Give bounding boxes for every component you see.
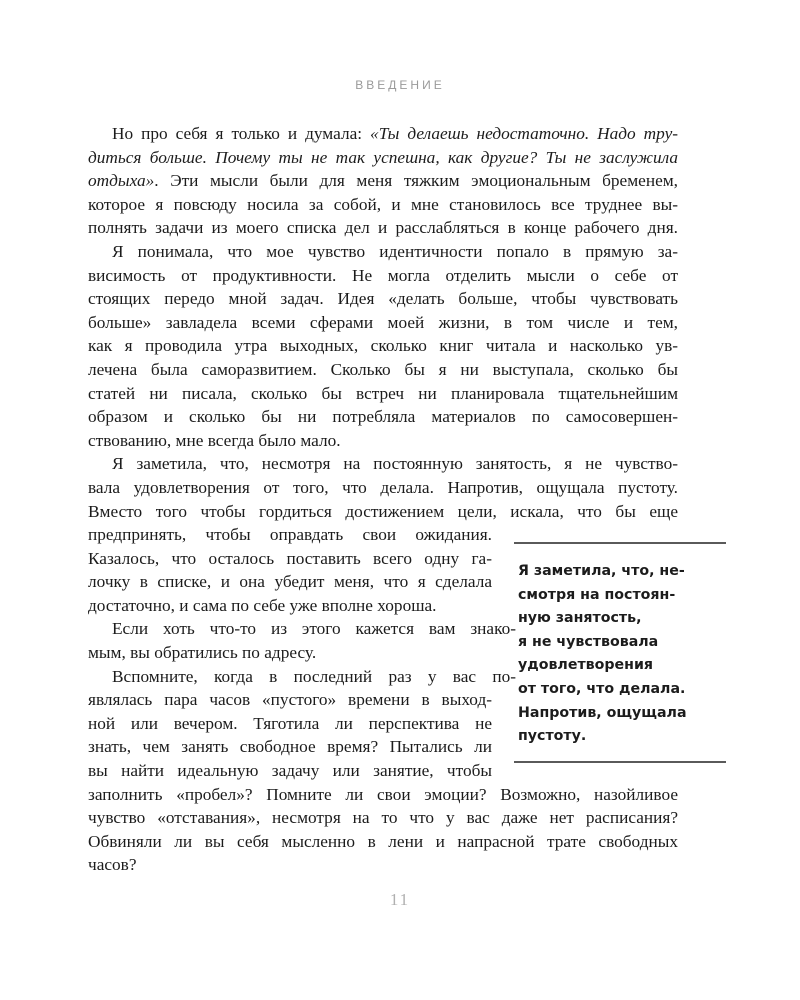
body-line bbox=[88, 452, 678, 476]
body-line bbox=[88, 783, 678, 807]
body-line bbox=[88, 382, 678, 406]
body-line-text: являлась пара часов «пустого» времени в выход- bbox=[88, 690, 492, 710]
body-line bbox=[88, 594, 492, 618]
pull-quote-line: я не чувствовала bbox=[518, 633, 659, 650]
body-line-text: Вспомните, когда в последний раз у вас по- bbox=[112, 666, 516, 686]
body-line bbox=[88, 405, 678, 429]
body-line-italic: диться больше. Почему ты не так успешна, как другие? Ты не заслужила bbox=[88, 147, 678, 167]
body-line bbox=[88, 429, 678, 453]
body-line-text: Но про себя я только и думала: bbox=[112, 124, 371, 143]
body-line bbox=[88, 334, 678, 358]
pull-quote-line: от того, что делала. bbox=[518, 680, 686, 697]
body-line bbox=[88, 264, 678, 288]
body-line-text: знать, чем занять свободное время? Пытались ли bbox=[88, 737, 492, 757]
body-line-text: лечена была саморазвитием. Сколько бы я ни выступала, сколько бы bbox=[88, 359, 678, 379]
body-line bbox=[88, 759, 492, 783]
body-line-text: висимость от продуктивности. Не могла отделить мысли о себе от bbox=[88, 265, 678, 285]
body-line-italic: «Ты делаешь недостаточно. Надо тру- bbox=[370, 124, 678, 143]
body-line bbox=[88, 122, 678, 146]
body-line bbox=[88, 853, 678, 877]
body-line-text: Обвиняли ли вы себя мысленно в лени и напрасной трате свободных bbox=[88, 831, 678, 851]
body-line bbox=[88, 500, 678, 524]
body-line-text: достаточно, и сама по себе уже вполне хороша. bbox=[88, 595, 437, 615]
body-line-text: чувство «отставания», несмотря на то что у вас даже нет расписания? bbox=[88, 808, 678, 828]
body-line bbox=[88, 287, 678, 311]
body-line-text: статей ни писала, сколько бы встреч ни планировала тщательнейшим bbox=[88, 383, 678, 403]
pull-quote-line: смотря на постоян- bbox=[518, 586, 676, 603]
body-line bbox=[88, 688, 492, 712]
body-line-text: как я проводила утра выходных, сколько книг читала и насколько ув- bbox=[88, 336, 678, 356]
body-line bbox=[88, 712, 492, 736]
body-line bbox=[88, 641, 492, 665]
body-line-text: вы найти идеальную задачу или занятие, чтобы bbox=[88, 761, 492, 781]
body-line bbox=[88, 146, 678, 170]
body-line bbox=[88, 523, 492, 547]
body-line-text: которое я повсюду носила за собой, и мне становилось все труднее вы- bbox=[88, 194, 678, 214]
body-line bbox=[88, 617, 516, 641]
body-line-text: Казалось, что осталось поставить всего одну га- bbox=[88, 548, 492, 568]
body-line-text: . Эти мысли были для меня тяжким эмоциональным бременем, bbox=[154, 171, 678, 191]
body-line-text: Я заметила, что, несмотря на постоянную занятость, я не чувство- bbox=[112, 454, 678, 474]
body-line bbox=[88, 240, 678, 264]
pull-quote-line: Напротив, ощущала bbox=[518, 704, 687, 721]
body-line-text: образом и сколько бы ни потребляла материалов по самосовершен- bbox=[88, 407, 678, 427]
running-head: ВВЕДЕНИЕ bbox=[355, 78, 445, 92]
body-line-text: ной или вечером. Тяготила ли перспектива не bbox=[88, 713, 492, 733]
body-line-italic: отдыха» bbox=[88, 171, 155, 191]
body-line bbox=[88, 169, 678, 193]
pull-quote bbox=[514, 542, 726, 763]
body-line-text: предпринять, чтобы оправдать свои ожидания. bbox=[88, 525, 492, 545]
body-text bbox=[88, 122, 678, 877]
body-line-text: Если хоть что-то из этого кажется вам знако- bbox=[112, 619, 516, 639]
body-line-text: Вместо того чтобы гордиться достижением цели, искала, что бы еще bbox=[88, 501, 678, 521]
body-line-text: больше» завладела всеми сферами моей жизни, в том числе и тем, bbox=[88, 312, 678, 332]
body-line-text: мым, вы обратились по адресу. bbox=[88, 643, 317, 663]
body-line bbox=[88, 193, 678, 217]
body-line bbox=[88, 830, 678, 854]
body-line bbox=[88, 806, 678, 830]
body-line-text: Я понимала, что мое чувство идентичности попало в прямую за- bbox=[112, 241, 678, 261]
body-line bbox=[88, 216, 678, 240]
pull-quote-line: Я заметила, что, не- bbox=[518, 563, 685, 579]
body-line-text: лочку в списке, и она убедит меня, что я сделала bbox=[88, 572, 492, 592]
body-line bbox=[88, 358, 678, 382]
pull-quote-line: пустоту. bbox=[518, 728, 587, 745]
body-line bbox=[88, 570, 492, 594]
pull-quote-line: удовлетворения bbox=[518, 657, 654, 674]
body-line-text: полнять задачи из моего списка дел и расслабляться в конце рабочего дня. bbox=[88, 218, 678, 238]
body-line-text: вала удовлетворения от того, что делала. Напротив, ощущала пустоту. bbox=[88, 477, 678, 497]
body-line bbox=[88, 476, 678, 500]
page-number: 11 bbox=[389, 890, 411, 909]
pull-quote-line: ную занятость, bbox=[518, 610, 642, 627]
body-line bbox=[88, 311, 678, 335]
body-line-text: стоящих передо мной задач. Идея «делать больше, чтобы чувствовать bbox=[88, 289, 678, 309]
body-line-text: часов? bbox=[88, 855, 137, 875]
body-line bbox=[88, 547, 492, 571]
body-line-text: ствованию, мне всегда было мало. bbox=[88, 430, 341, 450]
body-line bbox=[88, 735, 492, 759]
body-line bbox=[88, 665, 516, 689]
body-line-text: заполнить «пробел»? Помните ли свои эмоции? Возможно, назойливое bbox=[88, 784, 678, 804]
